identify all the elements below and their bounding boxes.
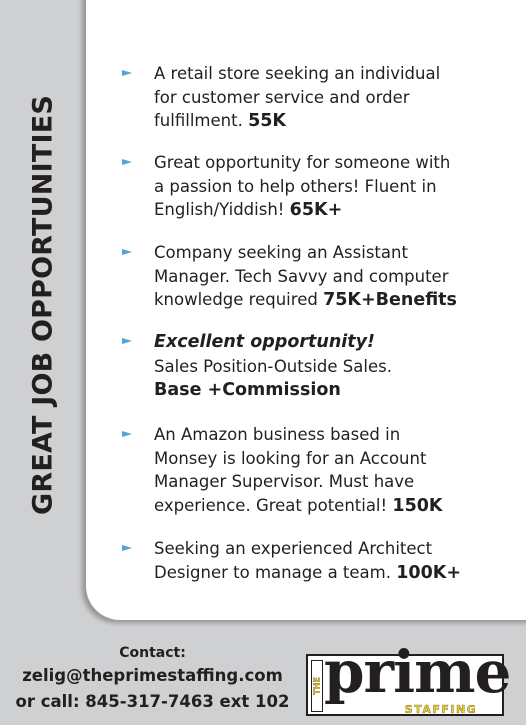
listing-highlight: Excellent opportunity! xyxy=(154,332,376,352)
listing-text: A retail store seeking an individual for customer service and order fulfillment. 55K xyxy=(154,64,441,131)
contact-label: Contact: xyxy=(119,645,186,661)
listing-item xyxy=(124,151,464,223)
prime-staffing-logo xyxy=(306,638,511,716)
logo-the-box xyxy=(311,660,323,712)
bullet-arrow-icon xyxy=(122,431,132,437)
bullet-arrow-icon xyxy=(122,249,132,255)
bullet-arrow-icon xyxy=(122,545,132,551)
listing-item xyxy=(124,423,464,518)
listing-salary: 65K+ xyxy=(289,200,343,220)
listing-salary: 55K xyxy=(248,111,286,131)
listing-text: An Amazon business based in Monsey is looking for an Account Manager Supervisor. Must have experience. Great potential! 150K xyxy=(154,425,443,516)
listing-text: Company seeking an Assistant Manager. Tech Savvy and computer knowledge required 75K+Benefits xyxy=(154,243,457,310)
logo-word: prime xyxy=(324,638,511,706)
listing-text: Great opportunity for someone with a passion to help others! Fluent in English/Yiddish! 65K+ xyxy=(154,153,451,220)
listing-item xyxy=(124,241,464,313)
contact-email-link[interactable]: zelig@theprimestaffing.com xyxy=(22,666,283,685)
logo-the-text: THE xyxy=(312,677,322,695)
side-title xyxy=(22,84,64,526)
listing-item xyxy=(124,330,464,403)
listing-salary: 100K+ xyxy=(396,562,462,583)
listing-text: Seeking an experienced Architect Designer to manage a team. 100K+ xyxy=(154,539,462,583)
logo-sub: STAFFING xyxy=(404,703,478,716)
listing-item xyxy=(124,537,464,585)
side-title-text: GREAT JOB OPPORTUNITIES xyxy=(27,95,59,515)
listing-item xyxy=(124,62,464,134)
bullet-arrow-icon xyxy=(122,338,132,344)
listing-salary: Base +Commission xyxy=(154,380,341,400)
bullet-arrow-icon xyxy=(122,70,132,76)
listing-text: Excellent opportunity! Sales Position-Outside Sales. Base +Commission xyxy=(154,332,392,400)
contact-phone[interactable]: or call: 845-317-7463 ext 102 xyxy=(15,692,290,711)
listing-salary: 150K xyxy=(392,495,443,516)
contact-block xyxy=(10,643,295,715)
listing-salary: 75K+Benefits xyxy=(323,290,457,310)
bullet-arrow-icon xyxy=(122,159,132,165)
